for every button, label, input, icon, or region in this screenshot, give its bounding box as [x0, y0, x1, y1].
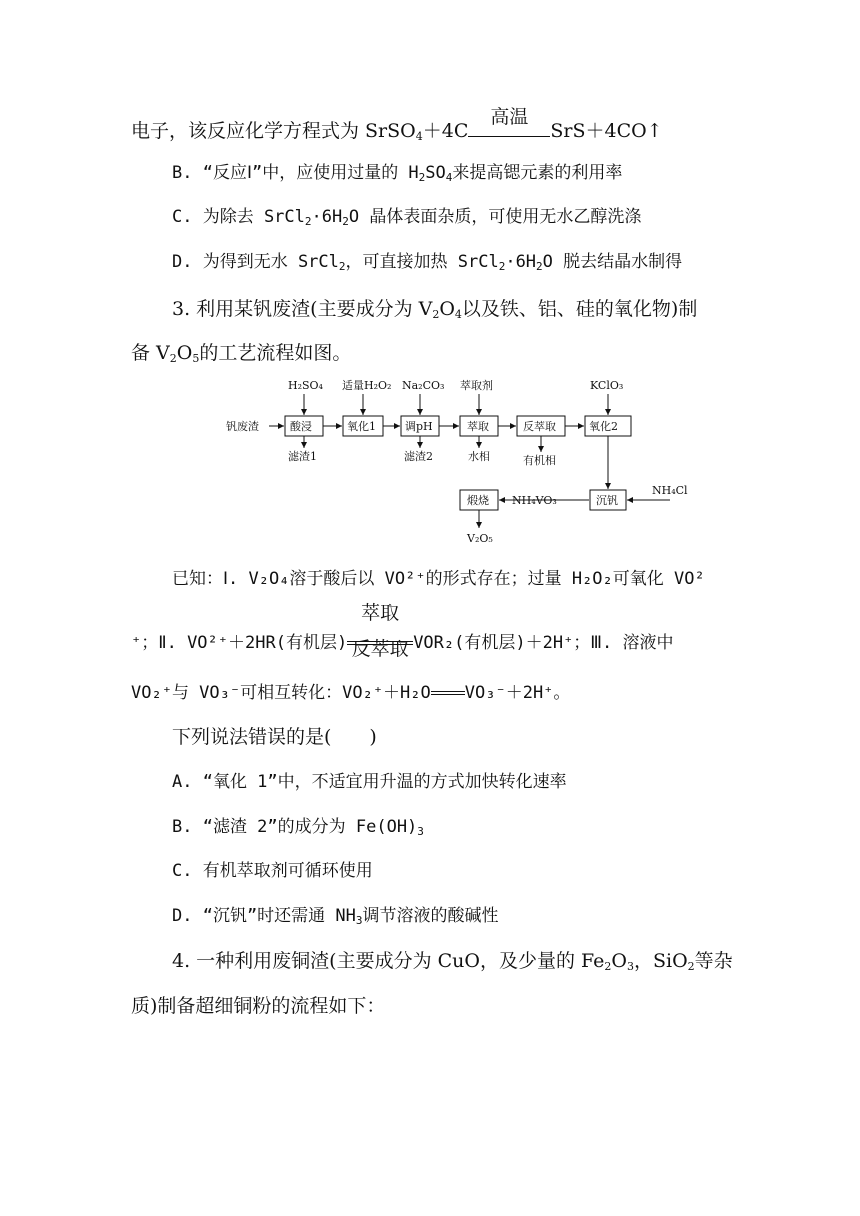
text: ，SiO [633, 950, 688, 972]
text: O 晶体表面杂质，可使用无水乙醇洗涤 [348, 207, 642, 227]
question-prompt [172, 724, 377, 750]
text: VO₃⁻＋2H⁺。 [464, 683, 571, 703]
text: O [439, 298, 455, 320]
subscript: 2 [536, 260, 543, 273]
subscript: 5 [192, 352, 200, 365]
subscript: 4 [454, 308, 462, 321]
text: 已知：Ⅰ. V₂O₄溶于酸后以 VO²⁺的形式存在；过量 H₂O₂可氧化 VO² [172, 569, 705, 589]
box-back-extraction: 反萃取 [523, 420, 556, 433]
box-adjust-ph: 调pH [405, 420, 433, 433]
flow-start: 钒废渣 [226, 420, 259, 433]
reagent-kclo3: KClO₃ [590, 379, 624, 392]
text: B. “反应Ⅰ”中，应使用过量的 H [172, 163, 419, 183]
text: 备 V [131, 342, 170, 364]
text: ·6H [505, 252, 537, 272]
known-line-3 [131, 680, 570, 706]
reagent-nh4cl: NH₄Cl [652, 484, 688, 497]
condition-top: 萃取 [361, 602, 400, 624]
reagent-extractant: 萃取剂 [460, 379, 493, 392]
subscript: 2 [604, 960, 612, 973]
text: 的工艺流程如图。 [199, 342, 352, 364]
text: D. 为得到无水 SrCl [172, 252, 339, 272]
subscript: 2 [304, 215, 312, 228]
output-v2o5: V₂O₅ [467, 532, 493, 545]
subscript: 3 [417, 825, 424, 838]
subscript: 3 [355, 914, 363, 927]
option-c-2 [172, 858, 373, 884]
reagent-h2so4: H₂SO₄ [288, 379, 323, 392]
equation-line [131, 106, 663, 150]
text: ·6H [311, 207, 343, 227]
option-b-2 [172, 814, 424, 845]
text: 来提高锶元素的利用率 [452, 163, 623, 183]
text: O [611, 950, 627, 972]
subscript: 2 [169, 352, 177, 365]
text: 以及铁、铝、硅的氧化物)制 [461, 298, 698, 320]
text: 电子，该反应化学方程式为 SrSO [131, 120, 416, 142]
text: 等杂 [694, 950, 733, 972]
box-acid-leach: 酸浸 [290, 420, 312, 433]
box-precipitate-v: 沉钒 [596, 494, 618, 507]
reagent-na2co3: Na₂CO₃ [402, 379, 445, 392]
subscript: 2 [418, 171, 426, 184]
text: 质)制备超细铜粉的流程如下： [131, 995, 386, 1017]
output-aqueous: 水相 [468, 450, 490, 463]
subscript: 4 [445, 171, 453, 184]
label-nh4vo3: NH₄VO₃ [512, 494, 557, 507]
subscript: 2 [432, 308, 440, 321]
box-extraction: 萃取 [467, 420, 489, 433]
option-a-2 [172, 769, 567, 795]
text: VOR₂(有机层)＋2H⁺；Ⅲ. 溶液中 [413, 633, 674, 653]
subscript: 2 [342, 215, 349, 228]
text: 4. 一种利用废铜渣(主要成分为 CuO，及少量的 Fe [172, 950, 605, 972]
text: 调节溶液的酸碱性 [362, 906, 499, 926]
output-residue-1: 滤渣1 [288, 450, 317, 463]
subscript: 2 [498, 260, 506, 273]
box-oxidation-1: 氧化1 [347, 420, 376, 433]
condition-bottom: 反萃取 [351, 638, 409, 660]
question-3-line-1 [172, 296, 697, 328]
reversible-condition [347, 602, 413, 660]
text: O [176, 342, 193, 364]
output-organic: 有机相 [523, 454, 556, 467]
question-4-line-1 [172, 948, 733, 980]
text: SO [425, 163, 446, 183]
reaction-arrow-line [468, 136, 550, 137]
subscript: 2 [687, 960, 695, 973]
subscript: 3 [626, 960, 634, 973]
text: B. “滤渣 2”的成分为 Fe(OH) [172, 817, 418, 837]
option-d-2 [172, 903, 499, 934]
equilibrium-arrow [431, 689, 465, 697]
text: 3. 利用某钒废渣(主要成分为 V [172, 298, 433, 320]
text: SrS＋4CO↑ [550, 120, 663, 142]
output-residue-2: 滤渣2 [404, 450, 433, 463]
option-c-1 [172, 204, 641, 235]
text: 下列说法错误的是( ) [172, 726, 377, 748]
text: O 脱去结晶水制得 [542, 252, 683, 272]
condition-label: 高温 [490, 106, 529, 128]
option-d-1 [172, 249, 682, 280]
text: A. “氧化 1”中，不适宜用升温的方式加快转化速率 [172, 772, 567, 792]
reaction-condition [468, 106, 550, 137]
text: ＋4C [422, 120, 469, 142]
text: ⁺；Ⅱ. VO²⁺＋2HR(有机层) [131, 633, 348, 653]
known-line-1 [172, 566, 705, 592]
question-4-line-2 [131, 993, 385, 1019]
text: C. 有机萃取剂可循环使用 [172, 861, 373, 881]
reagent-h2o2: 适量H₂O₂ [342, 379, 392, 392]
box-oxidation-2: 氧化2 [589, 420, 618, 433]
subscript: 2 [338, 260, 346, 273]
process-flowchart [220, 376, 690, 554]
text: C. 为除去 SrCl [172, 207, 305, 227]
box-calcine: 煅烧 [467, 494, 489, 507]
text: ，可直接加热 SrCl [345, 252, 499, 272]
text: VO₂⁺与 VO₃⁻可相互转化：VO₂⁺＋H₂O [131, 683, 431, 703]
question-3-line-2 [131, 340, 351, 372]
subscript: 4 [415, 130, 423, 143]
option-b-1 [172, 160, 622, 191]
known-line-2 [131, 602, 674, 660]
text: D. “沉钒”时还需通 NH [172, 906, 356, 926]
